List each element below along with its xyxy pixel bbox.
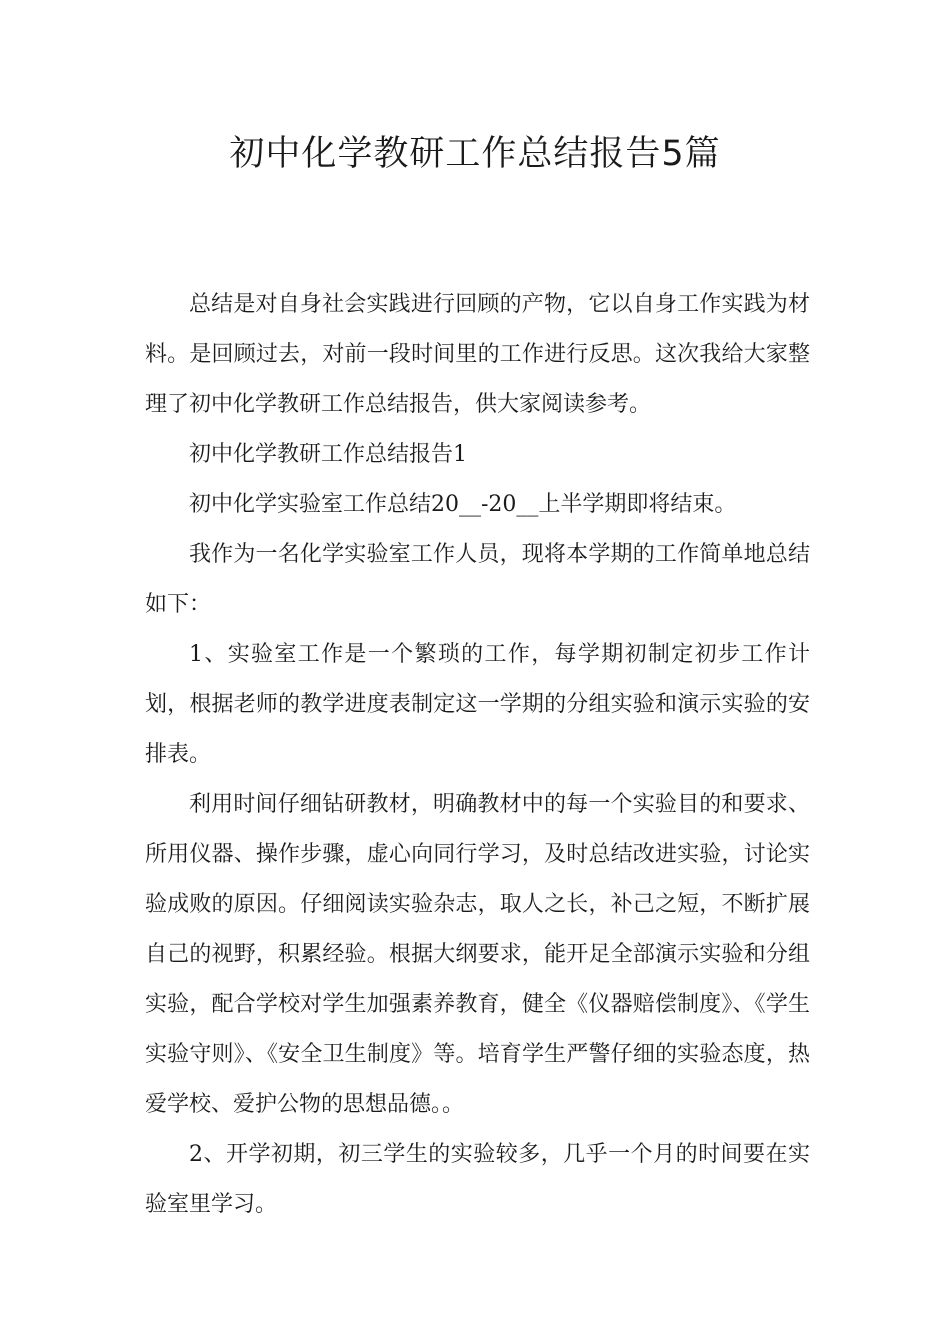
section-heading-report-1: 初中化学教研工作总结报告1 xyxy=(189,442,467,467)
document-body xyxy=(145,280,810,1230)
paragraph-study: 利用时间仔细钻研教材，明确教材中的每一个实验目的和要求、所用仪器、操作步骤，虚心向同行学习，及时总结改进实验，讨论实验成败的原因。仔细阅读实验杂志，取人之长，补己之短，不断扩展自己的视野，积累经验。根据大纲要求，能开足全部演示实验和分组实验，配合学校对学生加强素养教育，健全《仪器赔偿制度》、《学生实验守则》、《安全卫生制度》等。培育学生严警仔细的实验态度，热爱学校、爱护公物的思想品德。。 xyxy=(145,792,810,1117)
paragraph-intro: 总结是对自身社会实践进行回顾的产物，它以自身工作实践为材料。是回顾过去，对前一段时间里的工作进行反思。这次我给大家整理了初中化学教研工作总结报告，供大家阅读参考。 xyxy=(145,292,810,417)
paragraph-item-2: 2、开学初期，初三学生的实验较多，几乎一个月的时间要在实验室里学习。 xyxy=(145,1142,810,1217)
paragraph-lab-summary: 初中化学实验室工作总结20__-20__上半学期即将结束。 xyxy=(189,492,737,517)
paragraph-item-1: 1、实验室工作是一个繁琐的工作，每学期初制定初步工作计划，根据老师的教学进度表制定这一学期的分组实验和演示实验的安排表。 xyxy=(145,642,810,767)
paragraph-self-intro: 我作为一名化学实验室工作人员，现将本学期的工作简单地总结如下： xyxy=(145,542,810,617)
document-title: 初中化学教研工作总结报告5篇 xyxy=(229,134,721,174)
